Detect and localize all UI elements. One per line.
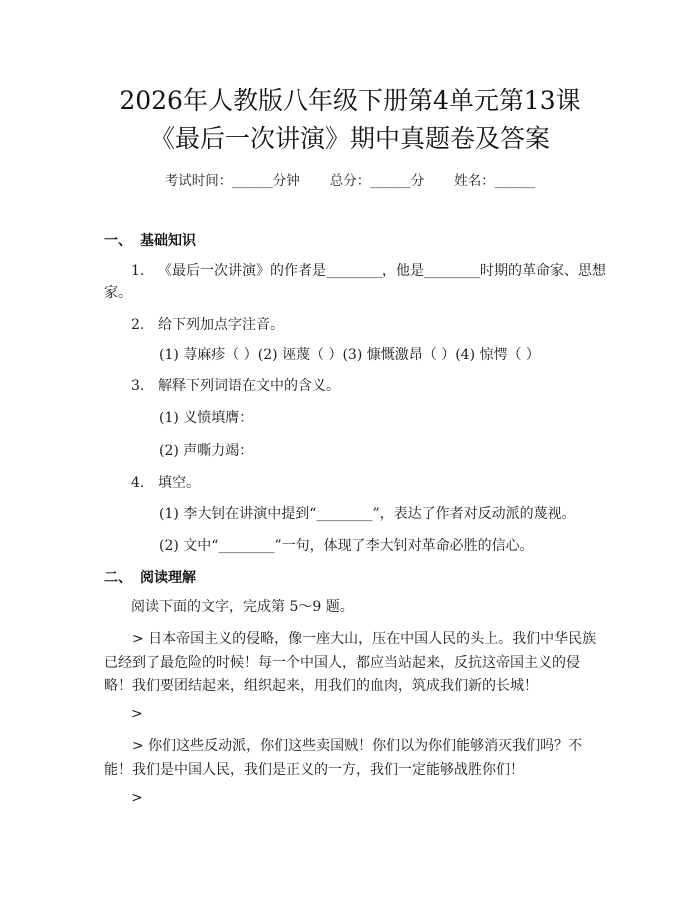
question-2	[131, 314, 284, 336]
reading-quote-marker-2: >	[131, 790, 143, 806]
exam-meta	[0, 169, 700, 189]
question-4	[131, 472, 200, 494]
question-4-sub2: (2) 文中“________”一句，体现了李大钊对革命必胜的信心。	[159, 538, 534, 554]
exam-time: 考试时间：______分钟	[164, 173, 300, 189]
question-4-number: 4.	[131, 475, 145, 491]
student-name: 姓名：______	[454, 173, 536, 189]
reading-quote-1: > 日本帝国主义的侵略，像一座大山，压在中国人民的头上。我们中华民族已经到了最危险的时候！每一个中国人，都应当站起来，反抗这帝国主义的侵略！我们要团结起来，组织起来，用我们的血肉，筑成我们新的长城！	[104, 631, 597, 694]
question-2-text: 给下列加点字注音。	[158, 317, 284, 333]
total-score: 总分：______分	[329, 173, 425, 189]
reading-intro: 阅读下面的文字，完成第 5～9 题。	[131, 599, 354, 615]
question-2-items: (1) 荨麻疹（ ）(2) 诬蔑（ ）(3) 慷慨激昂（ ）(4) 惊愕（ ）	[159, 347, 540, 363]
question-3	[131, 375, 340, 397]
reading-quote-marker-1: >	[131, 706, 143, 722]
question-1-continuation: 家。	[104, 285, 132, 301]
section2-title: 阅读理解	[140, 570, 196, 586]
section2-number: 二、	[104, 570, 132, 586]
question-1-text: 《最后一次讲演》的作者是________，他是________时期的革命家、思想	[158, 263, 606, 279]
section1-title: 基础知识	[140, 233, 196, 249]
question-3-sub1: (1) 义愤填膺：	[159, 410, 254, 426]
reading-quote-2: > 你们这些反动派，你们这些卖国贼！你们以为你们能够消灭我们吗？不能！我们是中国人民，我们是正义的一方，我们一定能够战胜你们！	[104, 738, 583, 778]
question-3-number: 3.	[131, 378, 145, 394]
section1-heading	[104, 230, 196, 250]
question-1-number: 1.	[131, 263, 145, 279]
page-title-line2: 《最后一次讲演》期中真题卷及答案	[149, 124, 550, 153]
question-3-text: 解释下列词语在文中的含义。	[158, 378, 340, 394]
question-2-number: 2.	[131, 317, 145, 333]
section2-heading	[104, 567, 196, 587]
question-3-sub2: (2) 声嘶力竭：	[159, 443, 254, 459]
question-1	[131, 260, 606, 282]
section1-number: 一、	[104, 233, 132, 249]
question-4-text: 填空。	[158, 475, 200, 491]
question-4-sub1: (1) 李大钊在讲演中提到“________”，表达了作者对反动派的蔑视。	[159, 506, 576, 522]
page-title-line1: 2026年人教版八年级下册第4单元第13课	[119, 86, 581, 115]
